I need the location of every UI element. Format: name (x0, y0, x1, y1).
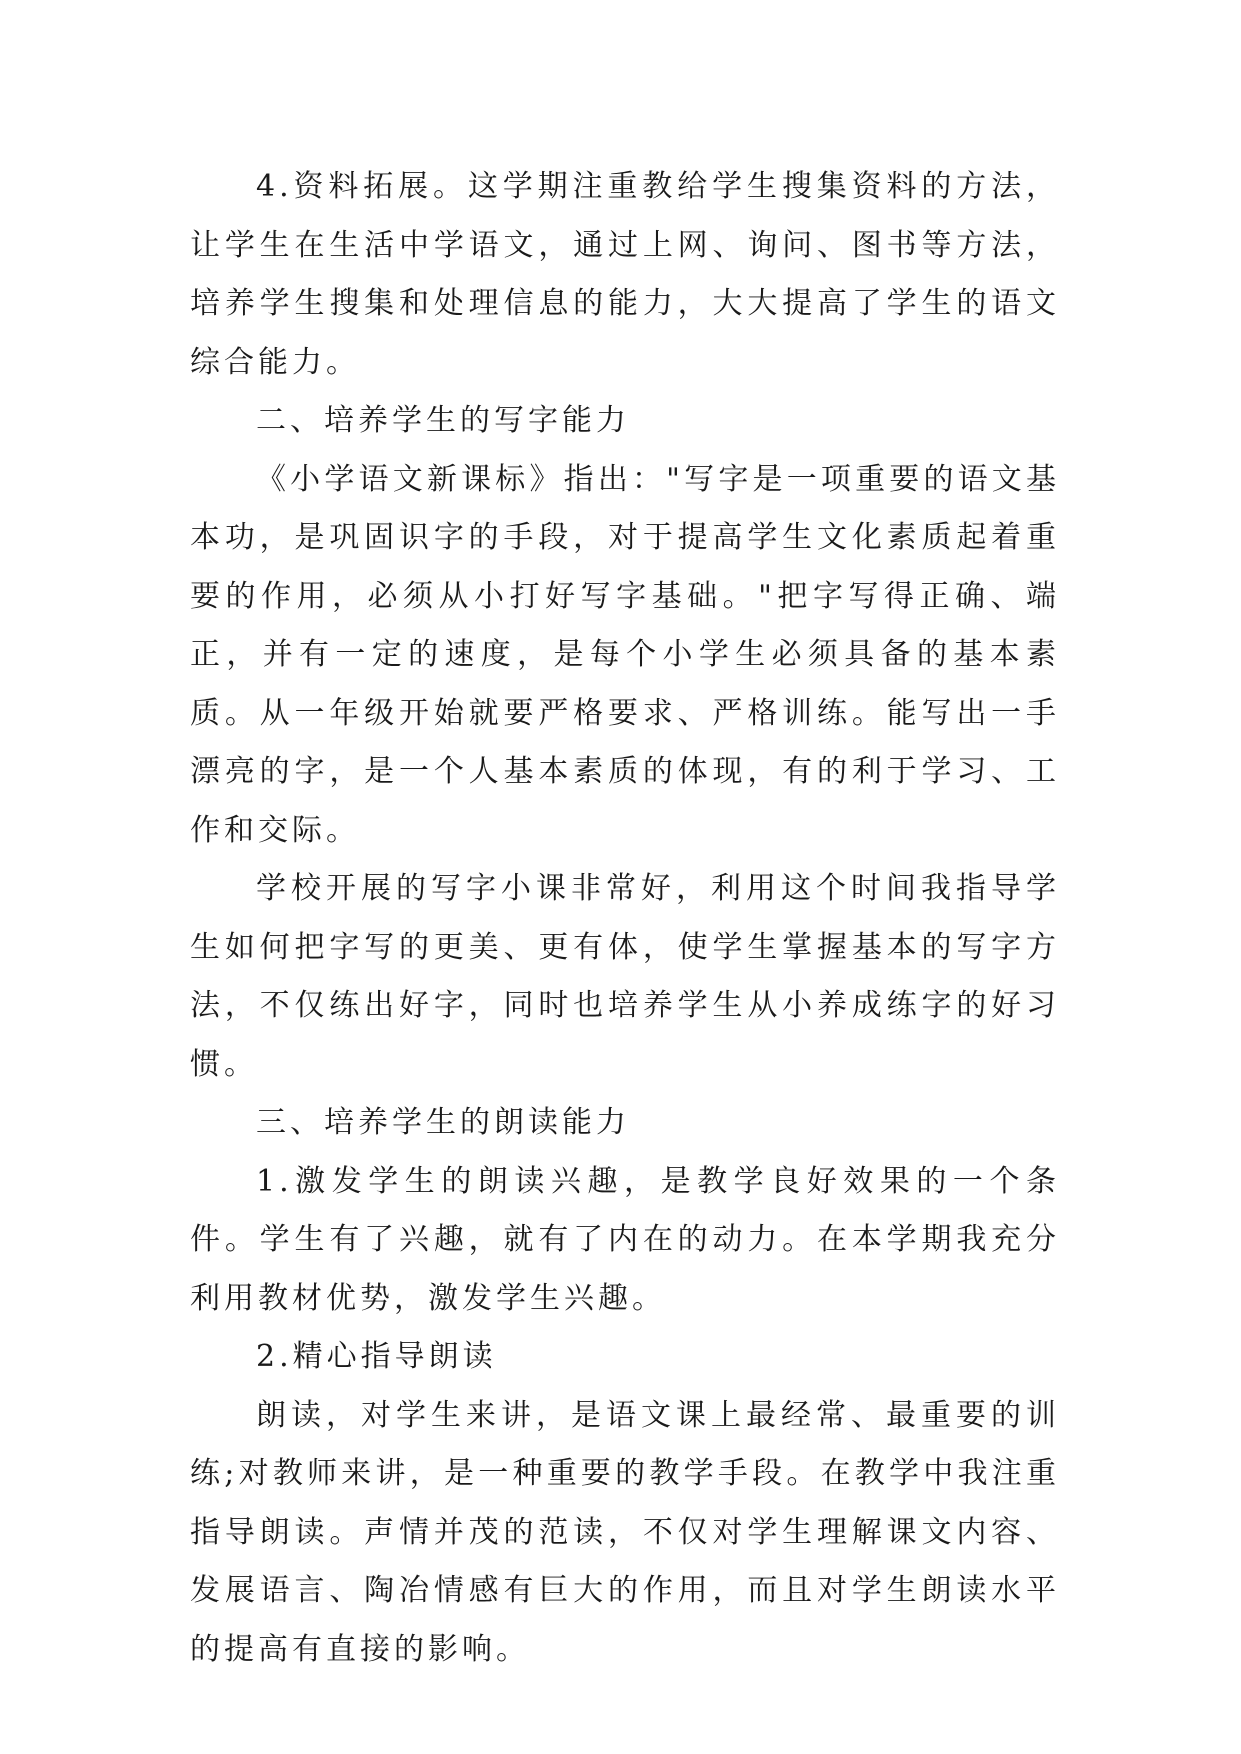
section-heading-writing: 二、培养学生的写字能力 (256, 403, 630, 438)
subheading-reading-guidance: 2.精心指导朗读 (256, 1339, 497, 1374)
document-body (190, 158, 1060, 1679)
paragraph-writing-class: 学校开展的写字小课非常好，利用这个时间我指导学生如何把字写的更美、更有体，使学生掌握基本的写字方法，不仅练出好字，同时也培养学生从小养成练字的好习惯。 (190, 871, 1060, 1082)
paragraph-resource-expansion: 4.资料拓展。这学期注重教给学生搜集资料的方法，让学生在生活中学语文，通过上网、询问、图书等方法，培养学生搜集和处理信息的能力，大大提高了学生的语文综合能力。 (190, 169, 1060, 380)
paragraph-writing-standard: 《小学语文新课标》指出："写字是一项重要的语文基本功，是巩固识字的手段，对于提高学生文化素质起着重要的作用，必须从小打好写字基础。"把字写得正确、端正，并有一定的速度，是每个小学生必须具备的基本素质。从一年级开始就要严格要求、严格训练。能写出一手漂亮的字，是一个人基本素质的体现，有的利于学习、工作和交际。 (190, 461, 1060, 848)
paragraph-reading-interest: 1.激发学生的朗读兴趣，是教学良好效果的一个条件。学生有了兴趣，就有了内在的动力。在本学期我充分利用教材优势，激发学生兴趣。 (190, 1163, 1060, 1316)
section-heading-reading: 三、培养学生的朗读能力 (256, 1105, 630, 1140)
paragraph-reading-guidance: 朗读，对学生来讲，是语文课上最经常、最重要的训练;对教师来讲，是一种重要的教学手段。在教学中我注重指导朗读。声情并茂的范读，不仅对学生理解课文内容、发展语言、陶冶情感有巨大的作用，而且对学生朗读水平的提高有直接的影响。 (190, 1397, 1060, 1667)
